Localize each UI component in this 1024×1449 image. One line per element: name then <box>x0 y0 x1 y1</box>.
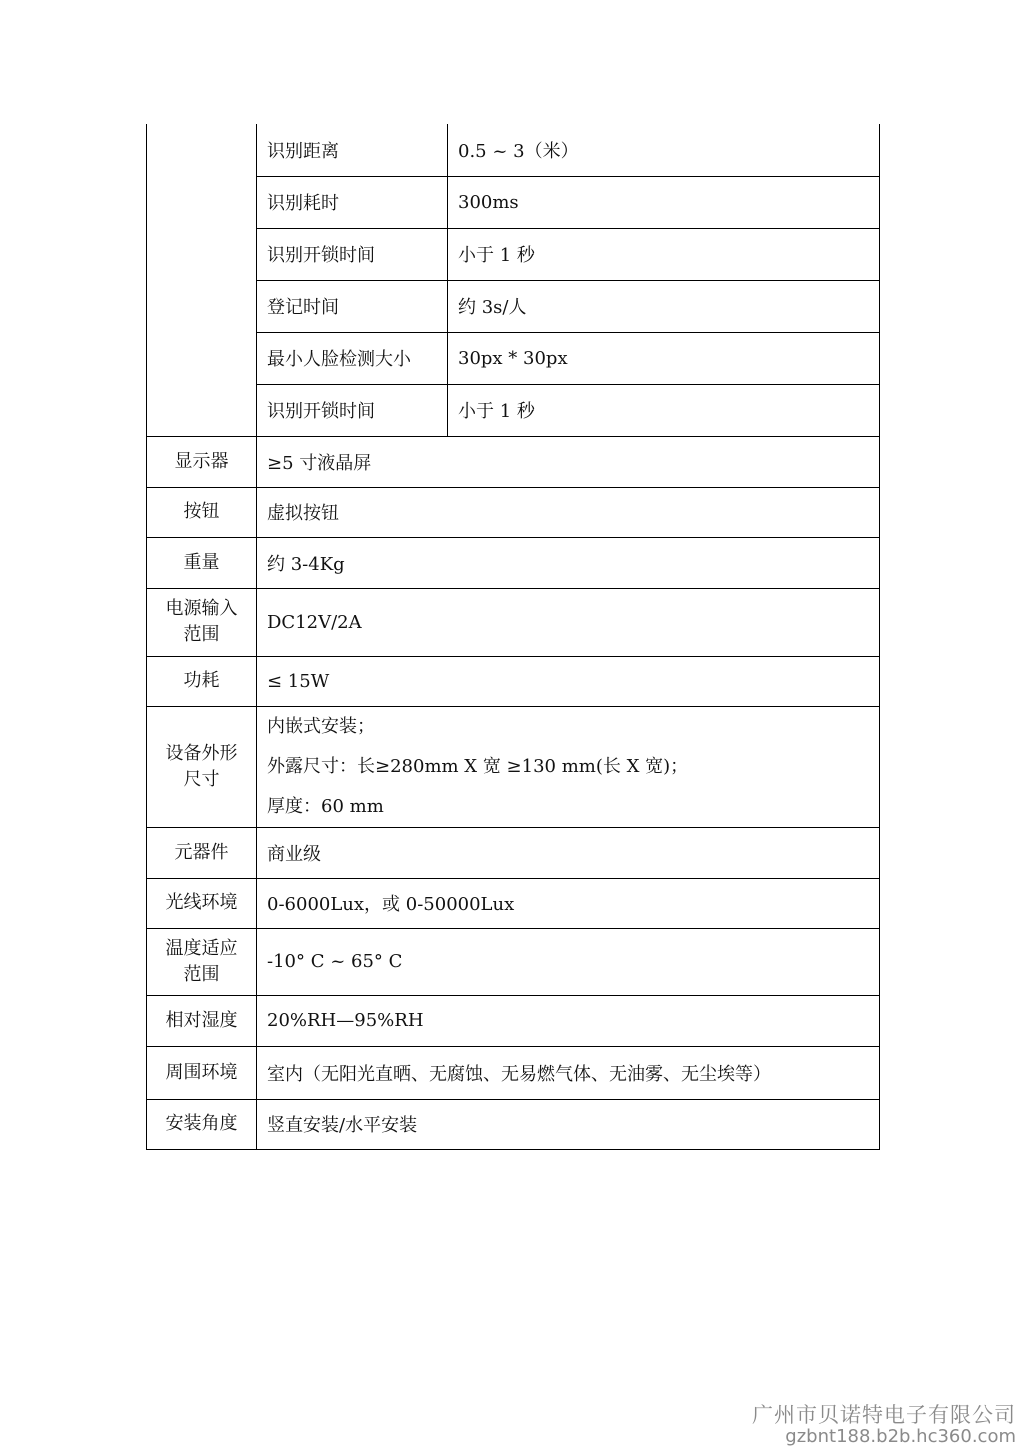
row-label-line: 安装角度 <box>165 1113 238 1134</box>
row-value-line: 厚度：60 mm <box>267 795 384 817</box>
row-value-cell <box>257 706 880 827</box>
row-value-cell: ≥5 寸液晶屏 <box>257 436 880 487</box>
sub-value-cell: 小于 1 秒 <box>448 384 880 436</box>
row-label-line: 范围 <box>183 624 220 645</box>
row-label-line: 电源输入 <box>165 598 238 619</box>
row-label-cell <box>147 1046 257 1099</box>
sub-label-cell: 识别开锁时间 <box>257 228 448 280</box>
row-label-cell <box>147 878 257 928</box>
row-label-line: 光线环境 <box>165 892 238 913</box>
table-row <box>147 280 880 332</box>
table-row <box>147 878 880 928</box>
row-label-cell <box>147 487 257 537</box>
table-row <box>147 1046 880 1099</box>
sub-value-cell: 0.5 ~ 3（米） <box>448 124 880 176</box>
table-row <box>147 228 880 280</box>
row-value-cell: 虚拟按钮 <box>257 487 880 537</box>
row-label-line: 范围 <box>183 963 220 985</box>
row-value-cell: 约 3-4Kg <box>257 537 880 588</box>
table-row <box>147 827 880 878</box>
table-row <box>147 176 880 228</box>
row-label-line: 设备外形 <box>165 742 238 764</box>
row-value-cell: 商业级 <box>257 827 880 878</box>
watermark-company: 广州市贝诺特电子有限公司 <box>752 1403 1016 1427</box>
table-row <box>147 928 880 995</box>
row-value-cell: 竖直安装/水平安装 <box>257 1099 880 1149</box>
row-label-cell <box>147 588 257 656</box>
sub-value-cell: 30px * 30px <box>448 332 880 384</box>
row-label-line: 周围环境 <box>165 1061 238 1083</box>
row-label-cell <box>147 537 257 588</box>
sub-label-cell: 识别开锁时间 <box>257 384 448 436</box>
row-value-cell: 20%RH—95%RH <box>257 995 880 1046</box>
table-row <box>147 436 880 487</box>
table-row <box>147 1099 880 1149</box>
table-row <box>147 487 880 537</box>
row-value-cell: ≤ 15W <box>257 656 880 706</box>
row-label-cell <box>147 928 257 995</box>
row-label-line: 按钮 <box>183 501 220 522</box>
spec-table <box>146 124 880 1150</box>
watermark <box>752 1404 1016 1448</box>
sub-label-cell: 识别距离 <box>257 124 448 176</box>
table-row <box>147 706 880 827</box>
row-label-cell <box>147 827 257 878</box>
row-label-line: 尺寸 <box>183 768 220 790</box>
row-value-line: 外露尺寸：长≥280mm X 宽 ≥130 mm(长 X 宽)； <box>267 755 689 777</box>
row-value-line: 内嵌式安装； <box>267 715 375 737</box>
row-value-cell: 0-6000Lux，或 0-50000Lux <box>257 878 880 928</box>
row-label-line: 相对湿度 <box>165 1009 238 1031</box>
row-label-cell <box>147 436 257 487</box>
spec-table-body <box>147 124 880 1149</box>
sub-label-cell: 识别耗时 <box>257 176 448 228</box>
table-row <box>147 995 880 1046</box>
sub-value-cell: 约 3s/人 <box>448 280 880 332</box>
row-label-line: 重量 <box>183 551 220 573</box>
row-value-cell: -10° C ~ 65° C <box>257 928 880 995</box>
row-label-cell <box>147 706 257 827</box>
group-cell <box>147 124 257 436</box>
row-label-cell <box>147 656 257 706</box>
row-label-cell <box>147 995 257 1046</box>
row-label-line: 显示器 <box>174 450 229 472</box>
table-row <box>147 124 880 176</box>
watermark-url: gzbnt188.b2b.hc360.com <box>785 1426 1016 1447</box>
table-row <box>147 656 880 706</box>
table-row <box>147 588 880 656</box>
table-row <box>147 537 880 588</box>
table-row <box>147 384 880 436</box>
sub-label-cell: 登记时间 <box>257 280 448 332</box>
sub-value-cell: 300ms <box>448 176 880 228</box>
row-label-line: 温度适应 <box>165 937 238 959</box>
row-label-cell <box>147 1099 257 1149</box>
row-value-cell: DC12V/2A <box>257 588 880 656</box>
table-row <box>147 332 880 384</box>
row-label-line: 功耗 <box>183 670 220 691</box>
row-label-line: 元器件 <box>174 841 229 863</box>
sub-value-cell: 小于 1 秒 <box>448 228 880 280</box>
sub-label-cell: 最小人脸检测大小 <box>257 332 448 384</box>
row-value-cell: 室内（无阳光直晒、无腐蚀、无易燃气体、无油雾、无尘埃等） <box>257 1046 880 1099</box>
